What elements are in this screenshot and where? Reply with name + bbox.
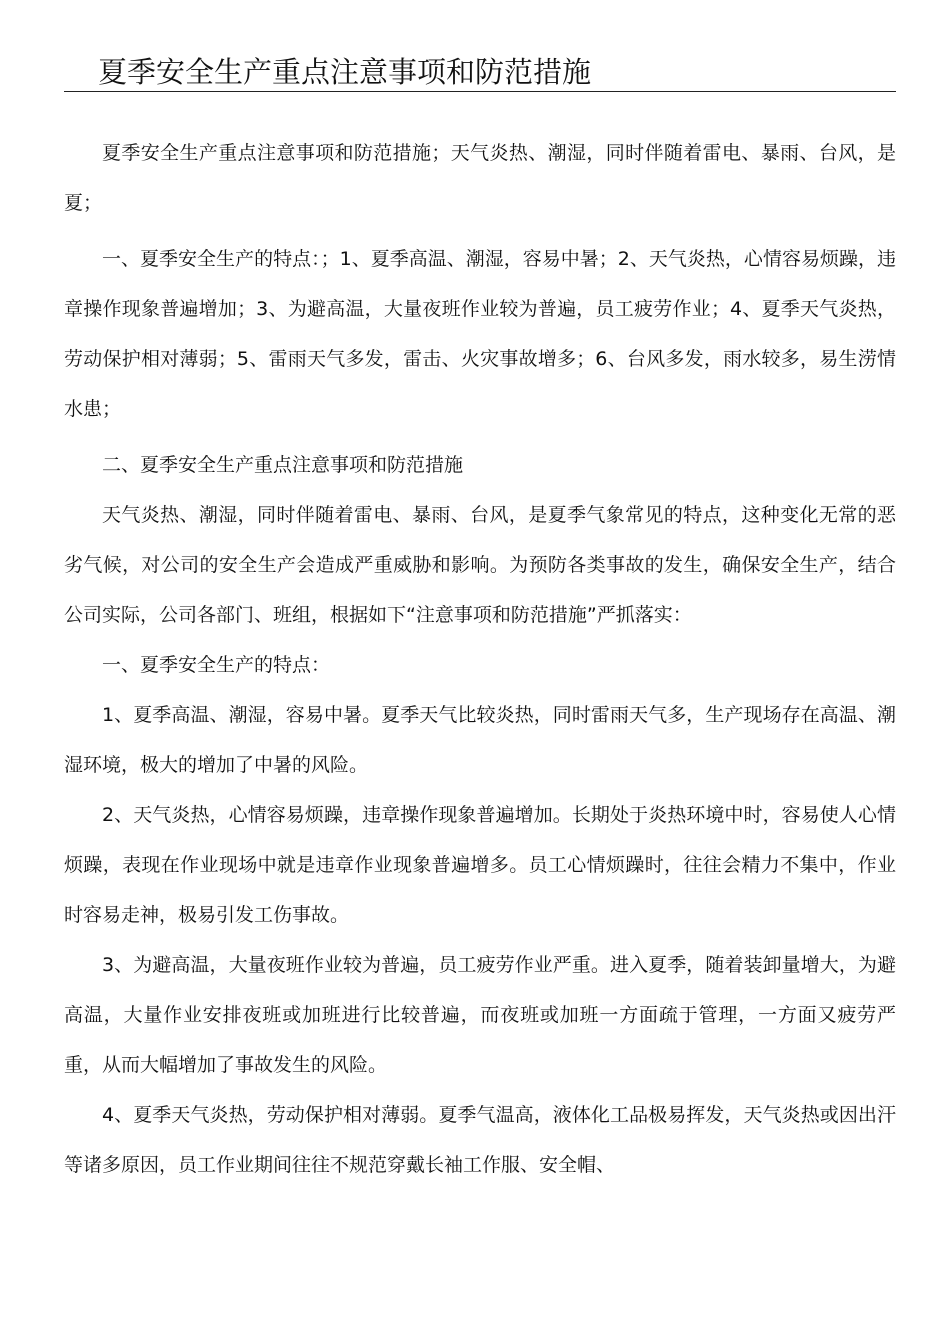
intro-paragraph: 夏季安全生产重点注意事项和防范措施；天气炎热、潮湿，同时伴随着雷电、暴雨、台风，是夏； bbox=[64, 142, 896, 214]
section-heading-features: 一、夏季安全生产的特点： bbox=[102, 654, 331, 676]
document-header-title: 夏季安全生产重点注意事项和防范措施 bbox=[98, 55, 592, 89]
features-summary-paragraph: 一、夏季安全生产的特点：；1、夏季高温、潮湿，容易中暑；2、天气炎热，心情容易烦躁，违章操作现象普遍增加；3、为避高温，大量夜班作业较为普遍，员工疲劳作业；4、夏季天气炎热，劳动保护相对薄弱；5、雷雨天气多发，雷击、火灾事故增多；6、台风多发，雨水较多，易生涝情水患； bbox=[64, 248, 896, 420]
feature-item-3: 3、为避高温，大量夜班作业较为普遍，员工疲劳作业严重。进入夏季，随着装卸量增大，为避高温，大量作业安排夜班或加班进行比较普遍，而夜班或加班一方面疏于管理，一方面又疲劳严重，从而大幅增加了事故发生的风险。 bbox=[64, 954, 896, 1076]
feature-item-2: 2、天气炎热，心情容易烦躁，违章操作现象普遍增加。长期处于炎热环境中时，容易使人心情烦躁，表现在作业现场中就是违章作业现象普遍增多。员工心情烦躁时，往往会精力不集中，作业时容易走神，极易引发工伤事故。 bbox=[64, 804, 896, 926]
feature-item-1: 1、夏季高温、潮湿，容易中暑。夏季天气比较炎热，同时雷雨天气多，生产现场存在高温、潮湿环境，极大的增加了中暑的风险。 bbox=[64, 704, 896, 776]
document-body bbox=[64, 128, 896, 1190]
section-heading-measures: 二、夏季安全生产重点注意事项和防范措施 bbox=[102, 454, 464, 476]
feature-item-4: 4、夏季天气炎热，劳动保护相对薄弱。夏季气温高，液体化工品极易挥发，天气炎热或因出汗等诸多原因，员工作业期间往往不规范穿戴长袖工作服、安全帽、 bbox=[64, 1104, 896, 1176]
measures-intro-paragraph: 天气炎热、潮湿，同时伴随着雷电、暴雨、台风，是夏季气象常见的特点，这种变化无常的恶劣气候，对公司的安全生产会造成严重威胁和影响。为预防各类事故的发生，确保安全生产，结合公司实际，公司各部门、班组，根据如下“注意事项和防范措施”严抓落实： bbox=[64, 504, 896, 626]
header-divider bbox=[64, 91, 896, 92]
